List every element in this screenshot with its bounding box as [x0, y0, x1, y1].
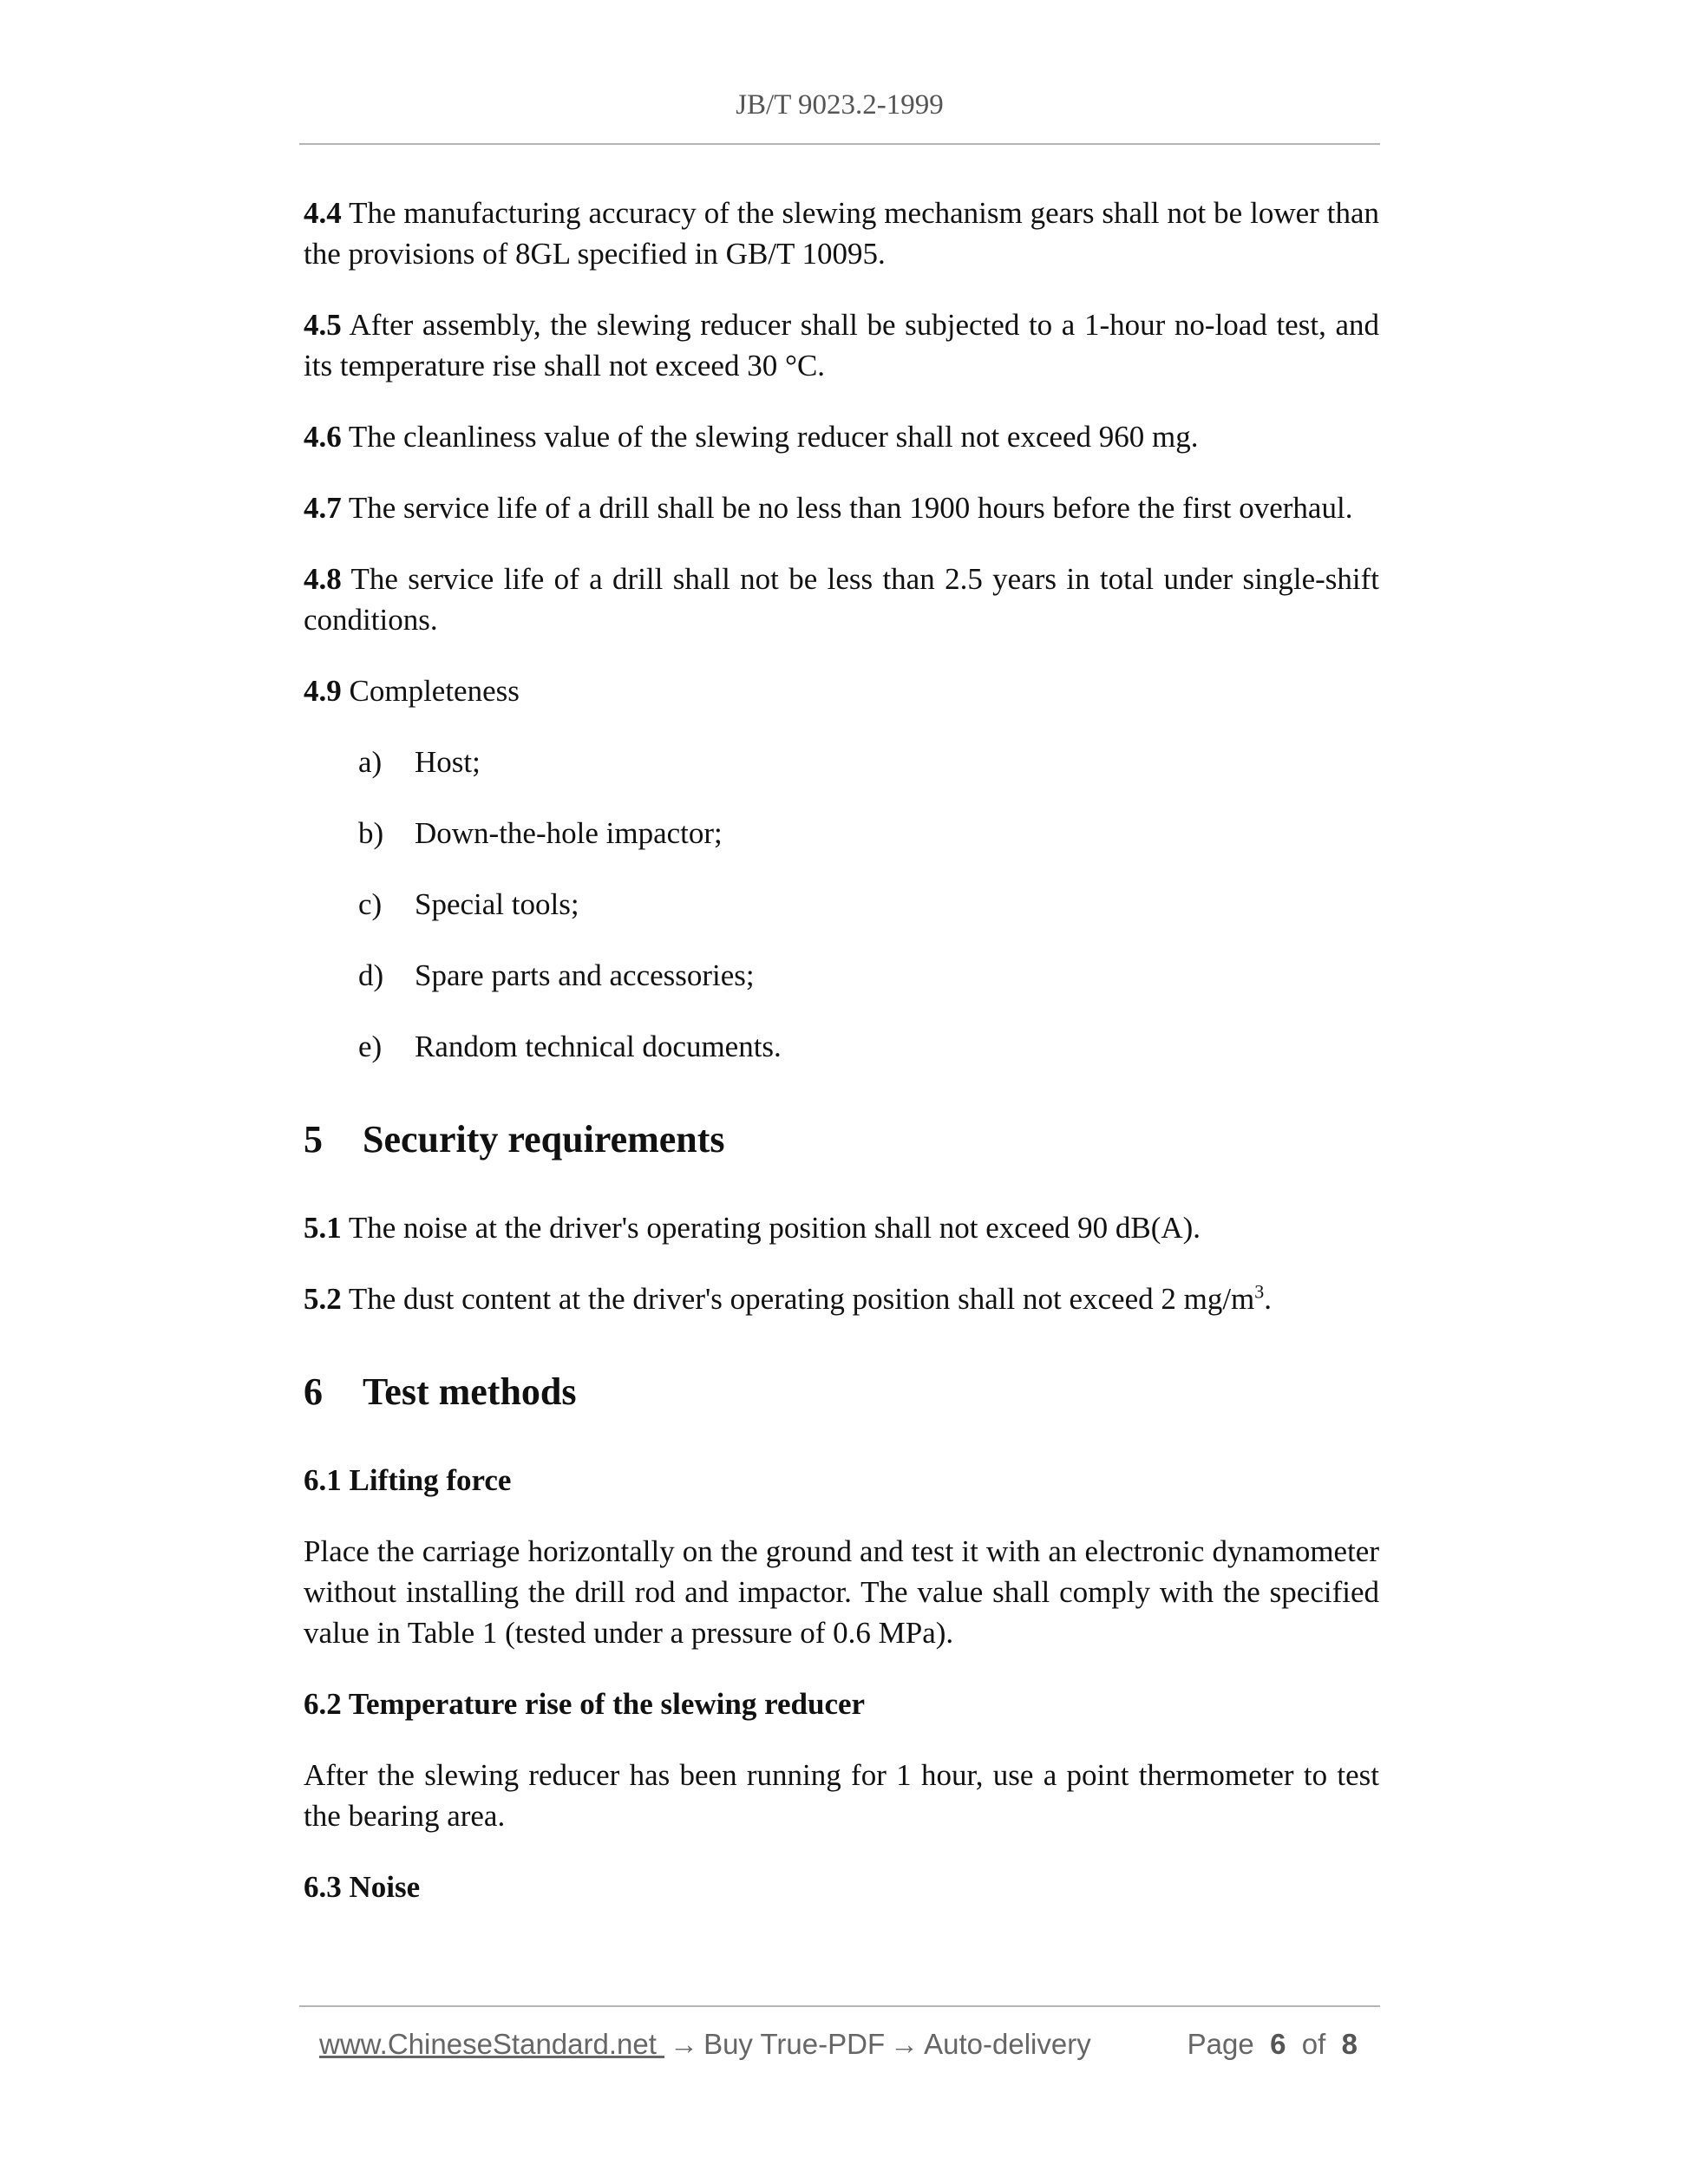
clause-4-6	[304, 416, 1379, 457]
auto-delivery-text: Auto-delivery	[924, 2028, 1091, 2060]
list-item	[304, 1026, 1379, 1067]
page-footer	[319, 2026, 1369, 2063]
clause-5-2	[304, 1278, 1379, 1319]
clause-number: 4.4	[304, 196, 342, 230]
clause-text: After assembly, the slewing reducer shall be subjected to a 1-hour no-load test, and its temperature rise shall not exceed 30 °C.	[304, 308, 1379, 383]
arrow-right-icon: →	[670, 2028, 699, 2060]
clause-text: The service life of a drill shall be no less than 1900 hours before the first overhaul.	[348, 491, 1353, 525]
header-divider	[299, 143, 1380, 145]
clause-number: 4.9	[304, 674, 342, 708]
clause-suffix: .	[1264, 1282, 1273, 1316]
clause-4-7	[304, 487, 1379, 528]
list-letter: e)	[358, 1030, 383, 1063]
list-letter: d)	[358, 958, 384, 992]
list-item	[304, 884, 1379, 925]
clause-number: 4.6	[304, 420, 342, 454]
clause-number: 4.7	[304, 491, 342, 525]
subsection-6-3-heading: 6.3 Noise	[304, 1870, 421, 1904]
subsection-6-2-heading: 6.2 Temperature rise of the slewing reducer	[304, 1687, 866, 1721]
list-text: Down-the-hole impactor;	[415, 816, 723, 850]
page-current: 6	[1270, 2028, 1286, 2060]
clause-text: The dust content at the driver's operating position shall not exceed 2 mg/m	[348, 1282, 1255, 1316]
section-6-heading	[304, 1366, 1379, 1418]
clause-4-8	[304, 559, 1379, 640]
section-title: Test methods	[363, 1370, 577, 1413]
document-id-header: JB/T 9023.2-1999	[736, 89, 944, 121]
clause-text: Completeness	[349, 674, 520, 708]
clause-number: 5.1	[304, 1211, 342, 1245]
clause-number: 4.5	[304, 308, 342, 342]
website-link[interactable]: www.ChineseStandard.net	[319, 2028, 665, 2060]
clause-text: The cleanliness value of the slewing reducer shall not exceed 960 mg.	[348, 420, 1199, 454]
section-number: 5	[304, 1118, 323, 1161]
buy-pdf-text: Buy True-PDF	[703, 2028, 886, 2060]
clause-text: The service life of a drill shall not be less than 2.5 years in total under single-shift conditions.	[304, 562, 1379, 637]
list-letter: a)	[358, 745, 383, 779]
section-title: Security requirements	[363, 1118, 725, 1161]
document-body	[304, 193, 1379, 1938]
list-item	[304, 742, 1379, 782]
list-text: Host;	[415, 745, 481, 779]
list-item	[304, 813, 1379, 853]
arrow-right-icon: →	[890, 2028, 919, 2060]
subsection-6-1-heading: 6.1 Lifting force	[304, 1463, 512, 1497]
clause-text: The noise at the driver's operating position shall not exceed 90 dB(A).	[348, 1211, 1201, 1245]
subsection-6-1-text: Place the carriage horizontally on the ground and test it with an electronic dynamometer without installing the drill rod and impactor. The value shall comply with the specified value in Table 1 (tested under a pressure of 0.6 MPa).	[304, 1534, 1379, 1650]
list-text: Spare parts and accessories;	[415, 958, 755, 992]
clause-number: 5.2	[304, 1282, 342, 1316]
superscript: 3	[1254, 1280, 1265, 1303]
clause-text: The manufacturing accuracy of the slewing mechanism gears shall not be lower than the provisions of 8GL specified in GB/T 10095.	[304, 196, 1379, 271]
footer-divider	[299, 2005, 1380, 2007]
clause-number: 4.8	[304, 562, 342, 596]
page-indicator	[1187, 2026, 1358, 2063]
clause-4-4	[304, 193, 1379, 274]
clause-5-1	[304, 1207, 1379, 1248]
list-text: Random technical documents.	[415, 1030, 782, 1063]
list-item	[304, 955, 1379, 996]
of-label: of	[1301, 2028, 1326, 2060]
page-label: Page	[1187, 2028, 1254, 2060]
clause-4-5	[304, 304, 1379, 386]
list-letter: b)	[358, 816, 384, 850]
section-number: 6	[304, 1370, 323, 1413]
subsection-6-2-text: After the slewing reducer has been running for 1 hour, use a point thermometer to test the bearing area.	[304, 1758, 1379, 1833]
list-text: Special tools;	[415, 887, 579, 921]
clause-4-9	[304, 670, 1379, 711]
section-5-heading	[304, 1114, 1379, 1166]
list-letter: c)	[358, 887, 383, 921]
page-total: 8	[1341, 2028, 1358, 2060]
